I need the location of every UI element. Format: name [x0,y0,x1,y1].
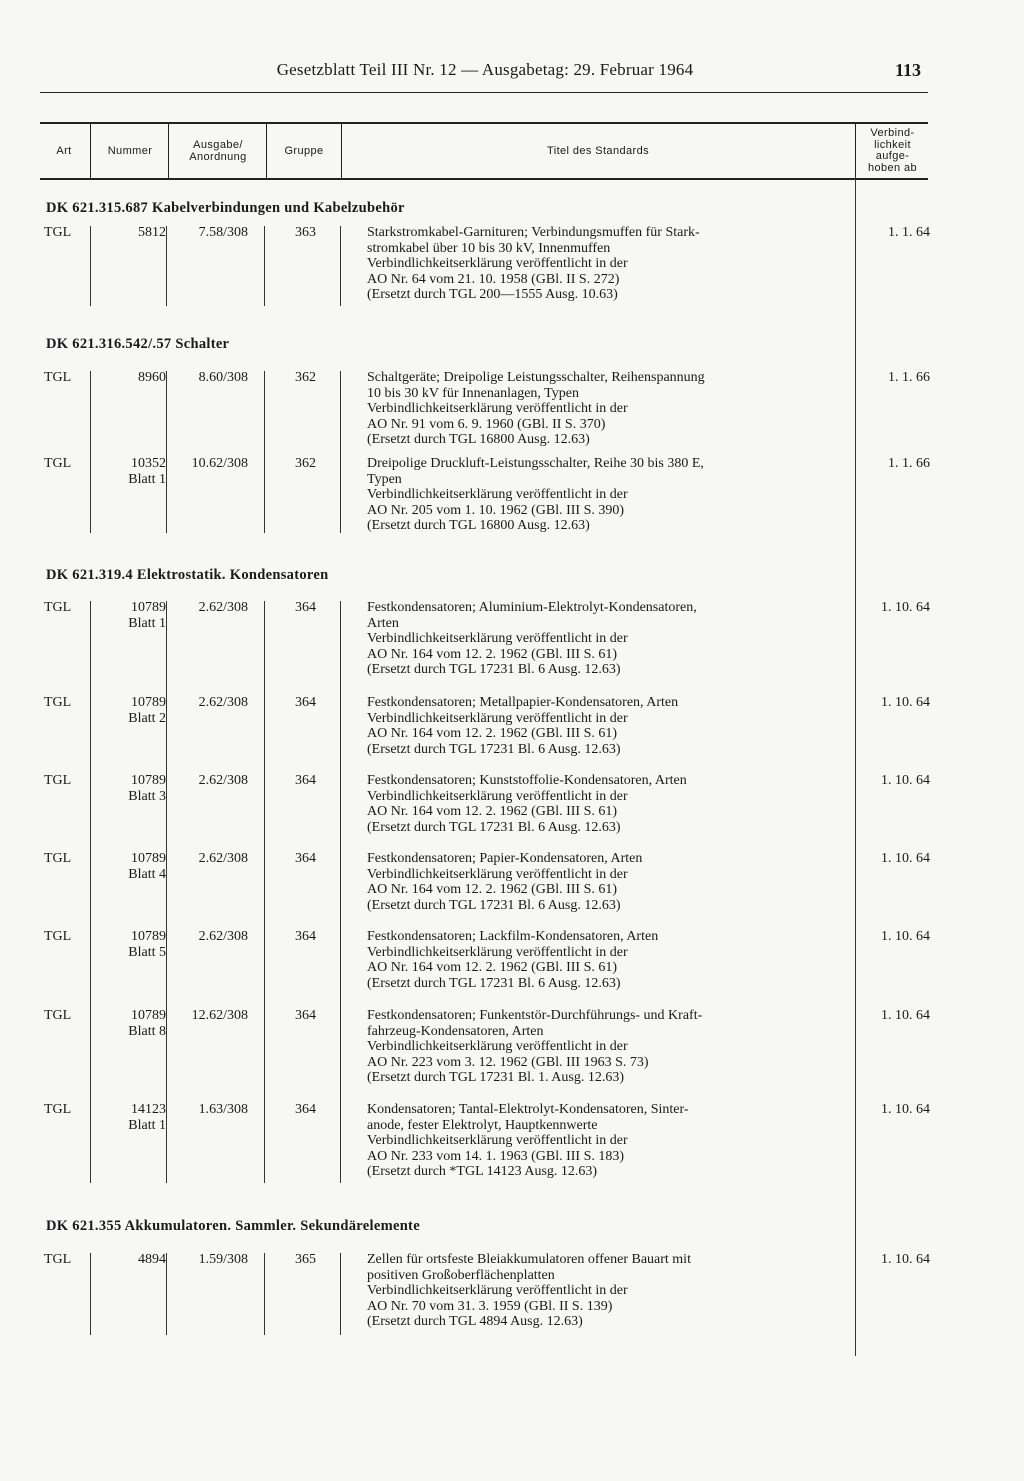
column-divider [90,124,91,178]
section-title: DK 621.355 Akkumulatoren. Sammler. Sekundärelemente [46,1218,420,1234]
cell-ausgabe: 8.60/308 [198,370,248,385]
cell-titel: Festkondensatoren; Kunststoffolie-Kondensatoren, Arten Verbindlichkeitserklärung veröffentlicht in der AO Nr. 164 vom 12. 2. 1962 (GBl. III S. 61) (Ersetzt durch TGL 17231 Bl. 6 Ausg. 12.63) [367,773,687,835]
page-number: 113 [895,60,922,80]
cell-art: TGL [44,1102,72,1117]
cell-verbindlich: 1. 10. 64 [881,773,930,788]
row-divider [90,1253,91,1335]
column-header-titel: Titel des Standards [547,145,649,157]
header-rule [40,92,928,93]
cell-ausgabe: 12.62/308 [191,1008,248,1023]
cell-nummer: 10789 Blatt 3 [128,773,166,804]
cell-verbindlich: 1. 1. 66 [888,370,930,385]
cell-art: TGL [44,695,72,710]
column-header-nummer: Nummer [107,145,153,157]
column-header-verbindlichkeit [857,124,928,178]
cell-art: TGL [44,851,72,866]
table-right-divider [855,176,856,1356]
row-divider [90,226,91,306]
row-divider [340,371,341,533]
cell-verbindlich: 1. 10. 64 [881,1008,930,1023]
cell-art: TGL [44,370,72,385]
cell-ausgabe: 10.62/308 [191,456,248,471]
column-divider [168,124,169,178]
cell-nummer: 14123 Blatt 1 [128,1102,166,1133]
cell-titel: Festkondensatoren; Lackfilm-Kondensatoren, Arten Verbindlichkeitserklärung veröffentlicht in der AO Nr. 164 vom 12. 2. 1962 (GBl. III S. 61) (Ersetzt durch TGL 17231 Bl. 6 Ausg. 12.63) [367,929,659,991]
cell-gruppe: 364 [295,773,316,788]
cell-titel: Festkondensatoren; Funkentstör-Durchführungs- und Kraft- fahrzeug-Kondensatoren, Arten Verbindlichkeitserklärung veröffentlicht in der AO Nr. 223 vom 3. 12. 1962 (GBl. III 1963 S. 73) (Ersetzt durch TGL 17231 Bl. 1. Ausg. 12.63) [367,1008,703,1085]
column-divider [266,124,267,178]
cell-titel: Zellen für ortsfeste Bleiakkumulatoren offener Bauart mit positiven Großoberflächenplatten Verbindlichkeitserklärung veröffentlicht in der AO Nr. 70 vom 31. 3. 1959 (GBl. II S. 139) (Ersetzt durch TGL 4894 Ausg. 12.63) [367,1252,691,1329]
cell-art: TGL [44,1008,72,1023]
row-divider [264,1253,265,1335]
cell-titel: Dreipolige Druckluft-Leistungsschalter, Reihe 30 bis 380 E, Typen Verbindlichkeitserklärung veröffentlicht in der AO Nr. 205 vom 1. 10. 1962 (GBl. III S. 390) (Ersetzt durch TGL 16800 Ausg. 12.63) [367,456,704,533]
cell-art: TGL [44,600,72,615]
cell-gruppe: 364 [295,1102,316,1117]
cell-gruppe: 363 [295,225,316,240]
column-header-verb-line1: Verbind- [870,127,915,139]
cell-nummer: 8960 [138,370,166,385]
cell-ausgabe: 2.62/308 [198,773,248,788]
row-divider [264,226,265,306]
cell-titel: Festkondensatoren; Papier-Kondensatoren, Arten Verbindlichkeitserklärung veröffentlicht in der AO Nr. 164 vom 12. 2. 1962 (GBl. III S. 61) (Ersetzt durch TGL 17231 Bl. 6 Ausg. 12.63) [367,851,643,913]
cell-ausgabe: 2.62/308 [198,695,248,710]
row-divider [90,601,91,1183]
row-divider [90,371,91,533]
section-title: DK 621.315.687 Kabelverbindungen und Kabelzubehör [46,200,405,216]
cell-nummer: 10789 Blatt 4 [128,851,166,882]
row-divider [340,601,341,1183]
column-divider [855,124,856,178]
column-header-ausgabe-line2: Anordnung [189,151,247,163]
section-title: DK 621.316.542/.57 Schalter [46,336,230,352]
column-header-ausgabe-line1: Ausgabe/ [193,139,243,151]
cell-verbindlich: 1. 1. 64 [888,225,930,240]
column-header-gruppe: Gruppe [284,145,324,157]
cell-nummer: 10789 Blatt 8 [128,1008,166,1039]
page-header-title: Gesetzblatt Teil III Nr. 12 — Ausgabetag: 29. Februar 1964 [276,60,694,79]
cell-nummer: 5812 [138,225,166,240]
cell-titel: Kondensatoren; Tantal-Elektrolyt-Kondensatoren, Sinter- anode, fester Elektrolyt, Hauptkennwerte Verbindlichkeitserklärung veröffentlicht in der AO Nr. 233 vom 14. 1. 1963 (GBl. III S. 183) (Ersetzt durch *TGL 14123 Ausg. 12.63) [367,1102,689,1179]
cell-ausgabe: 1.59/308 [198,1252,248,1267]
cell-gruppe: 364 [295,851,316,866]
cell-nummer: 4894 [138,1252,166,1267]
row-divider [166,371,167,533]
cell-art: TGL [44,225,72,240]
cell-verbindlich: 1. 10. 64 [881,600,930,615]
cell-gruppe: 365 [295,1252,316,1267]
row-divider [340,1253,341,1335]
cell-gruppe: 362 [295,370,316,385]
cell-verbindlich: 1. 10. 64 [881,929,930,944]
row-divider [166,1253,167,1335]
cell-verbindlich: 1. 10. 64 [881,851,930,866]
column-divider [341,124,342,178]
column-header-ausgabe [170,124,266,178]
cell-gruppe: 364 [295,600,316,615]
cell-verbindlich: 1. 1. 66 [888,456,930,471]
cell-gruppe: 364 [295,929,316,944]
cell-nummer: 10789 Blatt 1 [128,600,166,631]
column-header-verb-line3: aufge- [875,150,910,162]
cell-titel: Festkondensatoren; Aluminium-Elektrolyt-Kondensatoren, Arten Verbindlichkeitserklärung veröffentlicht in der AO Nr. 164 vom 12. 2. 1962 (GBl. III S. 61) (Ersetzt durch TGL 17231 Bl. 6 Ausg. 12.63) [367,600,697,677]
cell-ausgabe: 2.62/308 [198,600,248,615]
section-title: DK 621.319.4 Elektrostatik. Kondensatoren [46,567,329,583]
column-header-verb-line2: lichkeit [874,138,911,151]
cell-gruppe: 362 [295,456,316,471]
row-divider [264,601,265,1183]
column-header-art: Art [56,145,72,157]
cell-art: TGL [44,1252,72,1267]
cell-titel: Festkondensatoren; Metallpapier-Kondensatoren, Arten Verbindlichkeitserklärung veröffentlicht in der AO Nr. 164 vom 12. 2. 1962 (GBl. III S. 61) (Ersetzt durch TGL 17231 Bl. 6 Ausg. 12.63) [367,695,679,757]
row-divider [166,601,167,1183]
cell-ausgabe: 1.63/308 [198,1102,248,1117]
cell-verbindlich: 1. 10. 64 [881,1252,930,1267]
cell-nummer: 10789 Blatt 2 [128,695,166,726]
row-divider [166,226,167,306]
cell-gruppe: 364 [295,1008,316,1023]
row-divider [340,226,341,306]
cell-ausgabe: 7.58/308 [198,225,248,240]
cell-ausgabe: 2.62/308 [198,851,248,866]
cell-gruppe: 364 [295,695,316,710]
table-header [40,122,928,180]
cell-titel: Starkstromkabel-Garnituren; Verbindungsmuffen für Stark- stromkabel über 10 bis 30 kV, Innenmuffen Verbindlichkeitserklärung veröffentlicht in der AO Nr. 64 vom 21. 10. 1958 (GBl. II S. 272) (Ersetzt durch TGL 200—1555 Ausg. 10.63) [367,225,700,302]
cell-art: TGL [44,773,72,788]
cell-art: TGL [44,929,72,944]
cell-titel: Schaltgeräte; Dreipolige Leistungsschalter, Reihenspannung 10 bis 30 kV für Innenanlagen, Typen Verbindlichkeitserklärung veröffentlicht in der AO Nr. 91 vom 6. 9. 1960 (GBl. II S. 370) (Ersetzt durch TGL 16800 Ausg. 12.63) [367,370,705,447]
cell-nummer: 10352 Blatt 1 [128,456,166,487]
column-header-verb-line4: hoben ab [867,161,918,174]
cell-art: TGL [44,456,72,471]
cell-verbindlich: 1. 10. 64 [881,1102,930,1117]
cell-ausgabe: 2.62/308 [198,929,248,944]
row-divider [264,371,265,533]
cell-nummer: 10789 Blatt 5 [128,929,166,960]
cell-verbindlich: 1. 10. 64 [881,695,930,710]
